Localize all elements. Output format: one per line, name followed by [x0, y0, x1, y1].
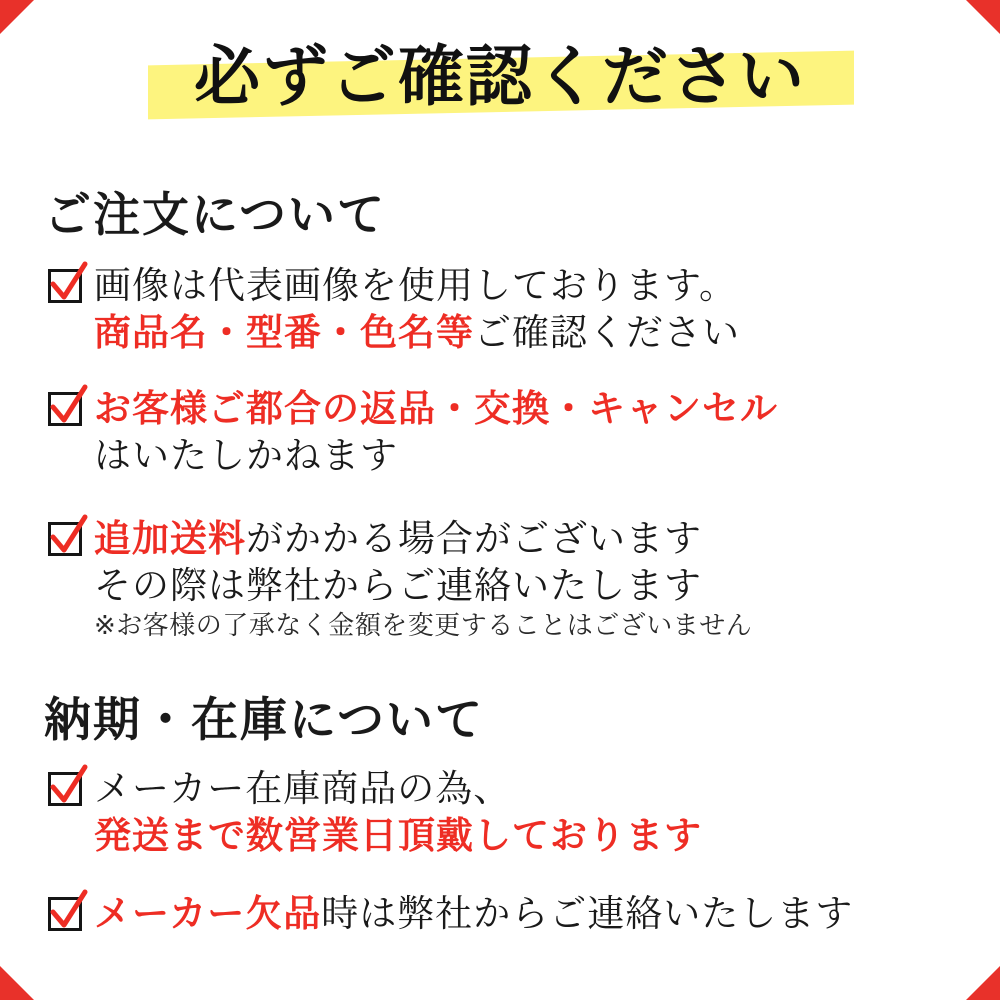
page-title: 必ずご確認ください [194, 38, 806, 115]
list-item-line: その際は弊社からご連絡いたします [94, 564, 702, 608]
emphasis-text: 追加送料 [94, 517, 246, 560]
list-item-line-suffix: ご確認ください [474, 311, 740, 355]
checkbox-checked-icon [48, 392, 82, 426]
corner-accent-bottom-left [0, 966, 34, 1000]
list-item-note: ※お客様の了承なく金額を変更することはございません [94, 610, 753, 641]
emphasis-text: 商品名・型番・色名等 [94, 311, 474, 355]
list-item [48, 515, 752, 643]
emphasis-text: メーカー欠品 [94, 892, 322, 935]
checkbox-checked-icon [48, 897, 82, 931]
list-item-text [94, 262, 740, 357]
corner-accent-top-right [966, 0, 1000, 34]
checkbox-checked-icon [48, 772, 82, 806]
list-item-line [94, 309, 740, 356]
checkbox-checked-icon [48, 269, 82, 303]
list-item-text [94, 890, 853, 937]
list-item-line: メーカー在庫商品の為、 [94, 767, 512, 810]
checkbox-checked-icon [48, 522, 82, 556]
list-item-line-suffix: がかかる場合がございます [246, 517, 702, 560]
section-heading-delivery: 納期・在庫について [44, 693, 485, 748]
list-item-line: はいたしかねます [94, 434, 398, 478]
list-item [48, 765, 702, 860]
list-item-line-suffix: 時は弊社からご連絡いたします [321, 892, 854, 935]
list-item-text [94, 515, 752, 643]
list-item-text [94, 385, 778, 480]
list-item-line [94, 890, 853, 937]
corner-accent-bottom-right [966, 966, 1000, 1000]
list-item-line: 発送まで数営業日頂戴しております [94, 814, 702, 858]
list-item [48, 262, 740, 357]
list-item-line: 画像は代表画像を使用しております。 [94, 264, 738, 307]
list-item-text [94, 765, 702, 860]
list-item [48, 385, 778, 480]
corner-accent-top-left [0, 0, 34, 34]
section-heading-order: ご注文について [44, 188, 387, 243]
page-title-block [0, 38, 1000, 115]
list-item-line [94, 515, 752, 562]
list-item [48, 890, 853, 937]
list-item-line: お客様ご都合の返品・交換・キャンセル [94, 387, 778, 430]
